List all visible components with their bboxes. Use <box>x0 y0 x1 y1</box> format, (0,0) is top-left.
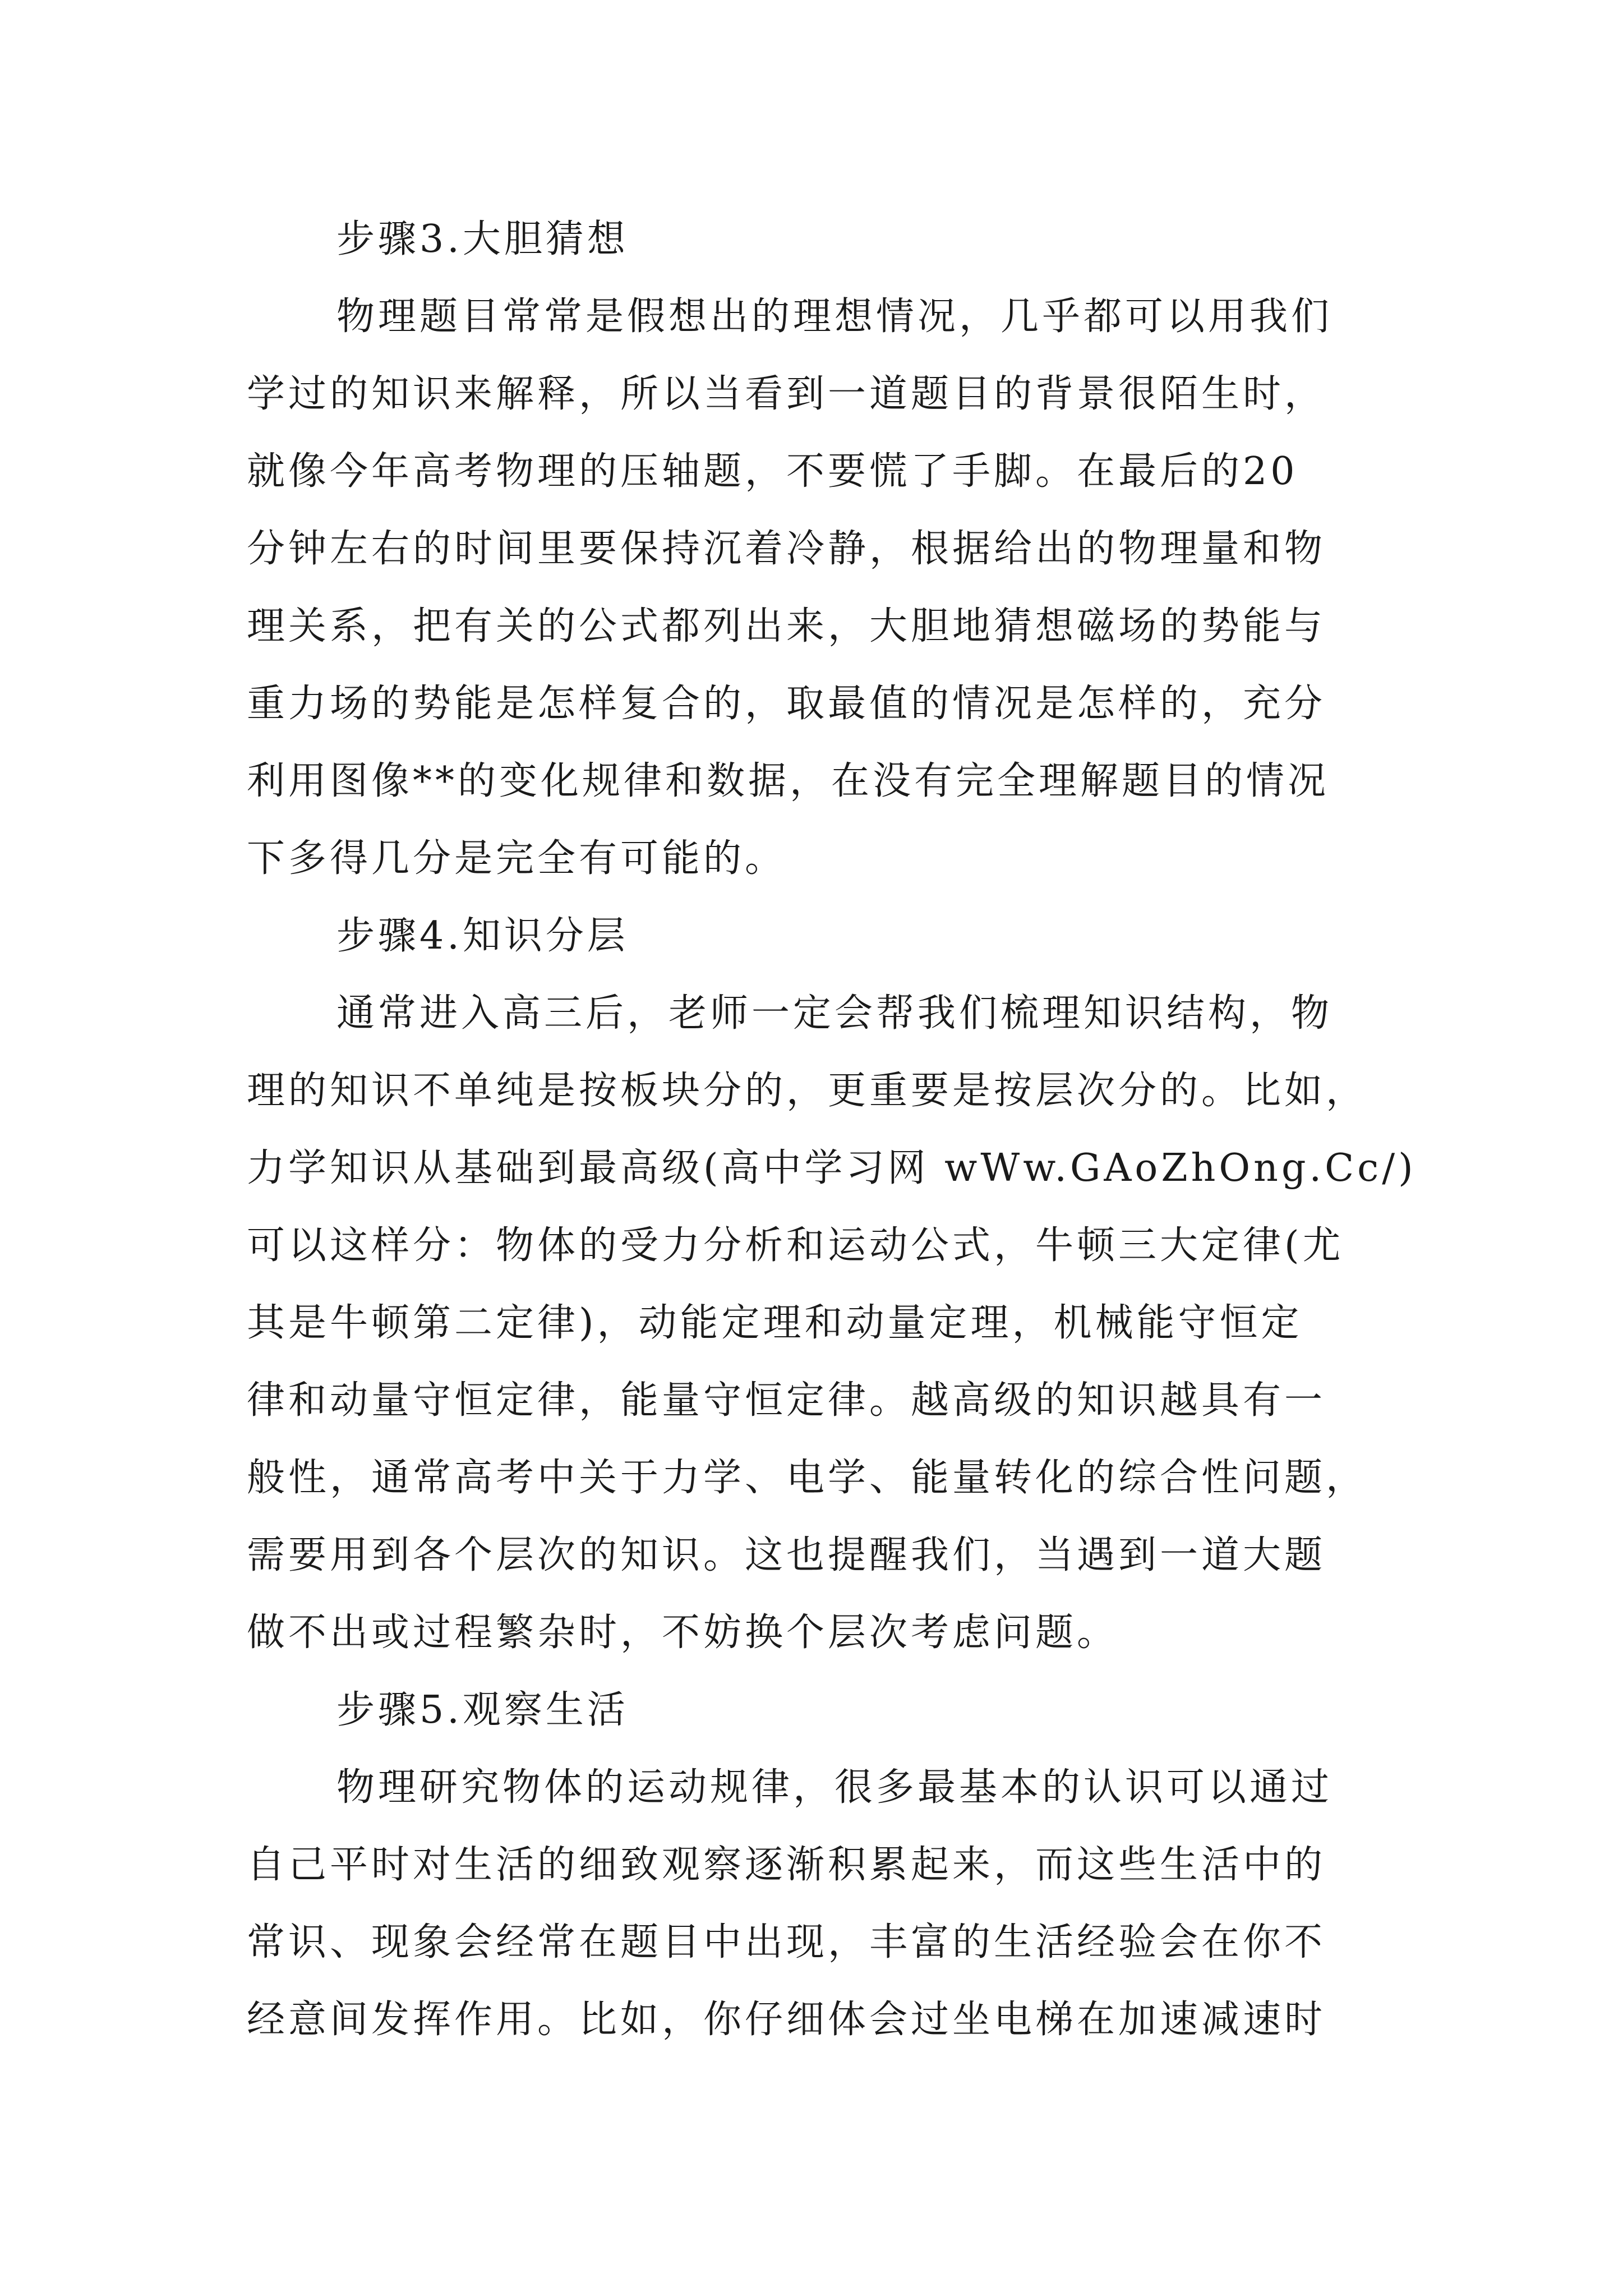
body-line: 就像今年高考物理的压轴题，不要慌了手脚。在最后的20 <box>247 449 1298 494</box>
step-4-heading: 步骤4.知识分层 <box>336 914 629 958</box>
body-line: 分钟左右的时间里要保持沉着冷静，根据给出的物理量和物 <box>247 527 1326 571</box>
body-line: 学过的知识来解释，所以当看到一道题目的背景很陌生时， <box>247 372 1326 416</box>
body-line: 做不出或过程繁杂时，不妨换个层次考虑问题。 <box>247 1611 1119 1655</box>
body-line: 需要用到各个层次的知识。这也提醒我们，当遇到一道大题 <box>247 1533 1326 1577</box>
body-line: 常识、现象会经常在题目中出现，丰富的生活经验会在你不 <box>247 1920 1326 1964</box>
step-5-heading: 步骤5.观察生活 <box>336 1688 629 1732</box>
body-line: 经意间发挥作用。比如，你仔细体会过坐电梯在加速减速时 <box>247 1998 1326 2042</box>
body-line: 通常进入高三后，老师一定会帮我们梳理知识结构，物 <box>336 991 1333 1036</box>
body-line: 理的知识不单纯是按板块分的，更重要是按层次分的。比如， <box>247 1069 1368 1113</box>
body-line: 其是牛顿第二定律)，动能定理和动量定理，机械能守恒定 <box>247 1301 1303 1345</box>
body-line: 利用图像**的变化规律和数据，在没有完全理解题目的情况 <box>247 759 1330 803</box>
body-line: 下多得几分是完全有可能的。 <box>247 836 787 881</box>
body-line: 力学知识从基础到最高级(高中学习网 wWw.GAoZhOng.Cc/) <box>247 1146 1417 1190</box>
body-line: 理关系，把有关的公式都列出来，大胆地猜想磁场的势能与 <box>247 604 1326 648</box>
body-line: 律和动量守恒定律，能量守恒定律。越高级的知识越具有一 <box>247 1378 1326 1423</box>
step-3-heading: 步骤3.大胆猜想 <box>336 217 629 261</box>
body-line: 物理题目常常是假想出的理想情况，几乎都可以用我们 <box>336 295 1333 339</box>
body-line: 自己平时对生活的细致观察逐渐积累起来，而这些生活中的 <box>247 1843 1326 1887</box>
body-line: 重力场的势能是怎样复合的，取最值的情况是怎样的，充分 <box>247 682 1326 726</box>
body-line: 物理研究物体的运动规律，很多最基本的认识可以通过 <box>336 1765 1333 1810</box>
body-line: 般性，通常高考中关于力学、电学、能量转化的综合性问题， <box>247 1456 1368 1500</box>
body-line: 可以这样分：物体的受力分析和运动公式，牛顿三大定律(尤 <box>247 1223 1344 1268</box>
